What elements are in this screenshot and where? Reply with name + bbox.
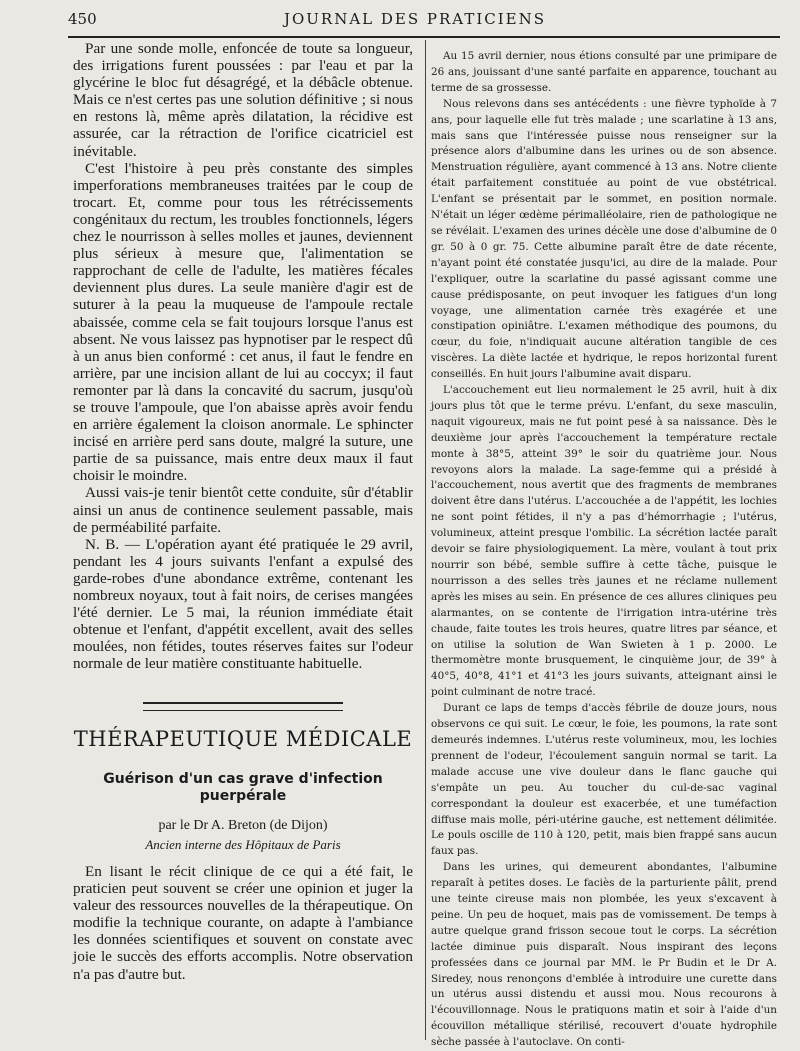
author-byline: par le Dr A. Breton (de Dijon) — [158, 817, 328, 833]
left-column — [73, 40, 413, 983]
article-title: Guérison d'un cas grave d'infection puerpérale — [103, 770, 383, 804]
section-title: THÉRAPEUTIQUE MÉDICALE — [73, 727, 413, 752]
paragraph: Dans les urines, qui demeurent abondantes, l'albumine reparaît à petites doses. Le faciès de la parturiente pâlit, prend une teinte cireuse mais non plombée, les yeux s'excavent à peine. Un peu de hoquet, mais pas de vomissement. De temps à autre quelque grand frisson secoue tout le corps. La sécrétion lactée diminue puis disparaît. Nous inspirant des leçons professées dans ce journal par MM. le Pr Budin et le Dr A. Siredey, nous renonçons d'emblée à introduire une curette dans un utérus aussi distendu et aussi mou. Nous recourons à l'écouvillonnage. Nous le pratiquons matin et soir à l'aide d'un écouvillon métallique stérilisé, recouvert d'ouate hydrophile sèche passée à l'autoclave. On conti- — [431, 861, 777, 1049]
column-divider — [425, 40, 426, 1040]
intro-paragraph: En lisant le récit clinique de ce qui a été fait, le praticien peut souvent se créer une opinion et juger la valeur des ressources nouvelles de la thérapeutique. On modifie la technique courante, on adapte à l'ambiance les données scientifiques et souvent on constate avec joie le succès des efforts accomplis. Notre observation n'a pas d'autre but. — [73, 862, 413, 983]
header-rule — [68, 36, 780, 38]
paragraph: L'accouchement eut lieu normalement le 25 avril, huit à dix jours plus tôt que le terme prévu. L'enfant, du sexe masculin, naquit vigoureux, mais ne fut point pesé à sa naissance. Dès le deuxième jour après l'accouchement la température rectale monte à 38°5, atteint 39° le soir du quatrième jour. Nous revoyons alors la malade. La sage-femme qui a présidé à l'accouchement, nous avertit que des fragments de membranes doivent être dans l'utérus. L'accouchée a de l'appétit, les lochies ne sont point fétides, il n'y a pas d'hémorrhagie ; l'utérus, volumineux, atteint presque l'ombilic. La sécrétion lactée paraît devoir se faire physiologiquement. La mère, voulant à tout prix nourrir son bébé, semble suffire à cette tâche, puisque le nourrisson a des selles très jaunes et ne réclame nullement après les mises au sein. En présence de ces allures cliniques peu alarmantes, on se contente de l'irrigation intra-utérine très chaude, faite toutes les trois heures, quatre litres par séance, et on utilise la solution de Wan Swieten à 1 p. 2000. Le thermomètre monte brusquement, le cinquième jour, de 39° à 40°5, 40°8, 41°1 et 41°3 les jours suivants, atteignant ainsi le point culminant de notre tracé. — [431, 384, 777, 699]
section-separator — [143, 702, 343, 711]
author-affiliation: Ancien interne des Hôpitaux de Paris — [145, 836, 341, 852]
paragraph: Par une sonde molle, enfoncée de toute sa longueur, des irrigations furent poussées : par l'eau et par la glycérine le bloc fut désagrégé, et la débâcle obtenue. Mais ce n'est certes pas une solution définitive ; si nous en restons là, même après dilatation, la récidive est assurée, car la rétraction de l'orifice cicatriciel est inévitable. — [73, 40, 413, 160]
paragraph: Durant ce laps de temps d'accès fébrile de douze jours, nous observons ce qui suit. Le cœur, le foie, les poumons, la rate sont demeurés indemnes. L'utérus reste volumineux, mou, les lochies prennent de l'odeur, l'écoulement sanguin normal se tarit. La malade accuse une vive douleur dans le flanc gauche qui s'empâte un peu. Au toucher du cul-de-sac vaginal correspondant la douleur est exacerbée, et une tuméfaction diffuse mais molle, péri-utérine gauche, est nettement délimitée. Le pouls oscille de 110 à 120, petit, mais bien frappé sans aucun faux pas. — [431, 702, 777, 858]
journal-title: JOURNAL DES PRATICIENS — [283, 10, 547, 28]
paragraph: Nous relevons dans ses antécédents : une fièvre typhoïde à 7 ans, pour laquelle elle fut très malade ; une scarlatine à 13 ans, mais sans que l'intéressée puisse nous renseigner sur la présence alors d'albumine dans les urines ou de son absence. Menstruation régulière, ayant commencé à 13 ans. Notre cliente était parfaitement constituée au point de vue obstétrical. L'enfant se présentait par le sommet, en position normale. N'était un léger œdème périmalléolaire, rien de pathologique ne se révélait. L'examen des urines décèle une dose d'albumine de 0 gr. 50 à 0 gr. 75. Cette albumine paraît être de date récente, n'ayant point été constatée jusqu'ici, au dire de la malade. Pour l'expliquer, outre la scarlatine du passé agissant comme une cause prédisposante, on peut invoquer les fatigues d'un long voyage, une alimentation carnée très exagérée et une constipation opiniâtre. L'examen méthodique des poumons, du cœur, du foie, n'indiquait aucune altération tangible de ces viscères. La diète lactée et hydrique, le repos horizontal furent conseillés. En huit jours l'albumine avait disparu. — [431, 97, 777, 381]
page-number: 450 — [68, 10, 97, 28]
right-column — [431, 49, 777, 1051]
paragraph: Aussi vais-je tenir bientôt cette conduite, sûr d'établir ainsi un anus de continence seulement passable, mais de perméabilité parfaite. — [73, 484, 413, 536]
paragraph: N. B. — L'opération ayant été pratiquée le 29 avril, pendant les 4 jours suivants l'enfant a expulsé des garde-robes d'une abondance extrême, contenant les nombreux noyaux, tout à fait noirs, de cerises mangées l'été dernier. Le 5 mai, la réunion immédiate était obtenue et l'enfant, d'appétit excellent, avait des selles moulées, non fétides, toutes réserves faites sur l'odeur normale de leur matière constituante habituelle. — [73, 535, 413, 673]
paragraph: Au 15 avril dernier, nous étions consulté par une primipare de 26 ans, jouissant d'une santé parfaite en apparence, touchant au terme de sa grossesse. — [431, 50, 777, 94]
paragraph: C'est l'histoire à peu près constante des simples imperforations membraneuses traitées par le coup de trocart. Et, comme pour tous les rétrécissements congénitaux du rectum, les troubles fonctionnels, légers chez le nourrisson à selles molles et jaunes, deviennent plus sérieux à mesure que, l'alimentation se rapprochant de celle de l'adulte, les matières fécales deviennent plus dures. La seule manière d'agir est de suturer à la peau la muqueuse de l'ampoule rectale abaissée, comme cela se fait toujours lorsque l'anus est absent. Ne vous laissez pas hypnotiser par le respect dû à un anus bien conformé : cet anus, il faut le fendre en arrière, par une incision allant de lui au coccyx; il faut remonter par là dans la concavité du sacrum, jusqu'où se trouve l'ampoule, que l'on abaisse après avoir fendu en arrière également la cloison anormale. Le sphincter incisé en arrière perd sans doute, malgré la suture, une partie de sa puissance, mais entre deux maux il faut choisir le moindre. — [73, 159, 413, 485]
